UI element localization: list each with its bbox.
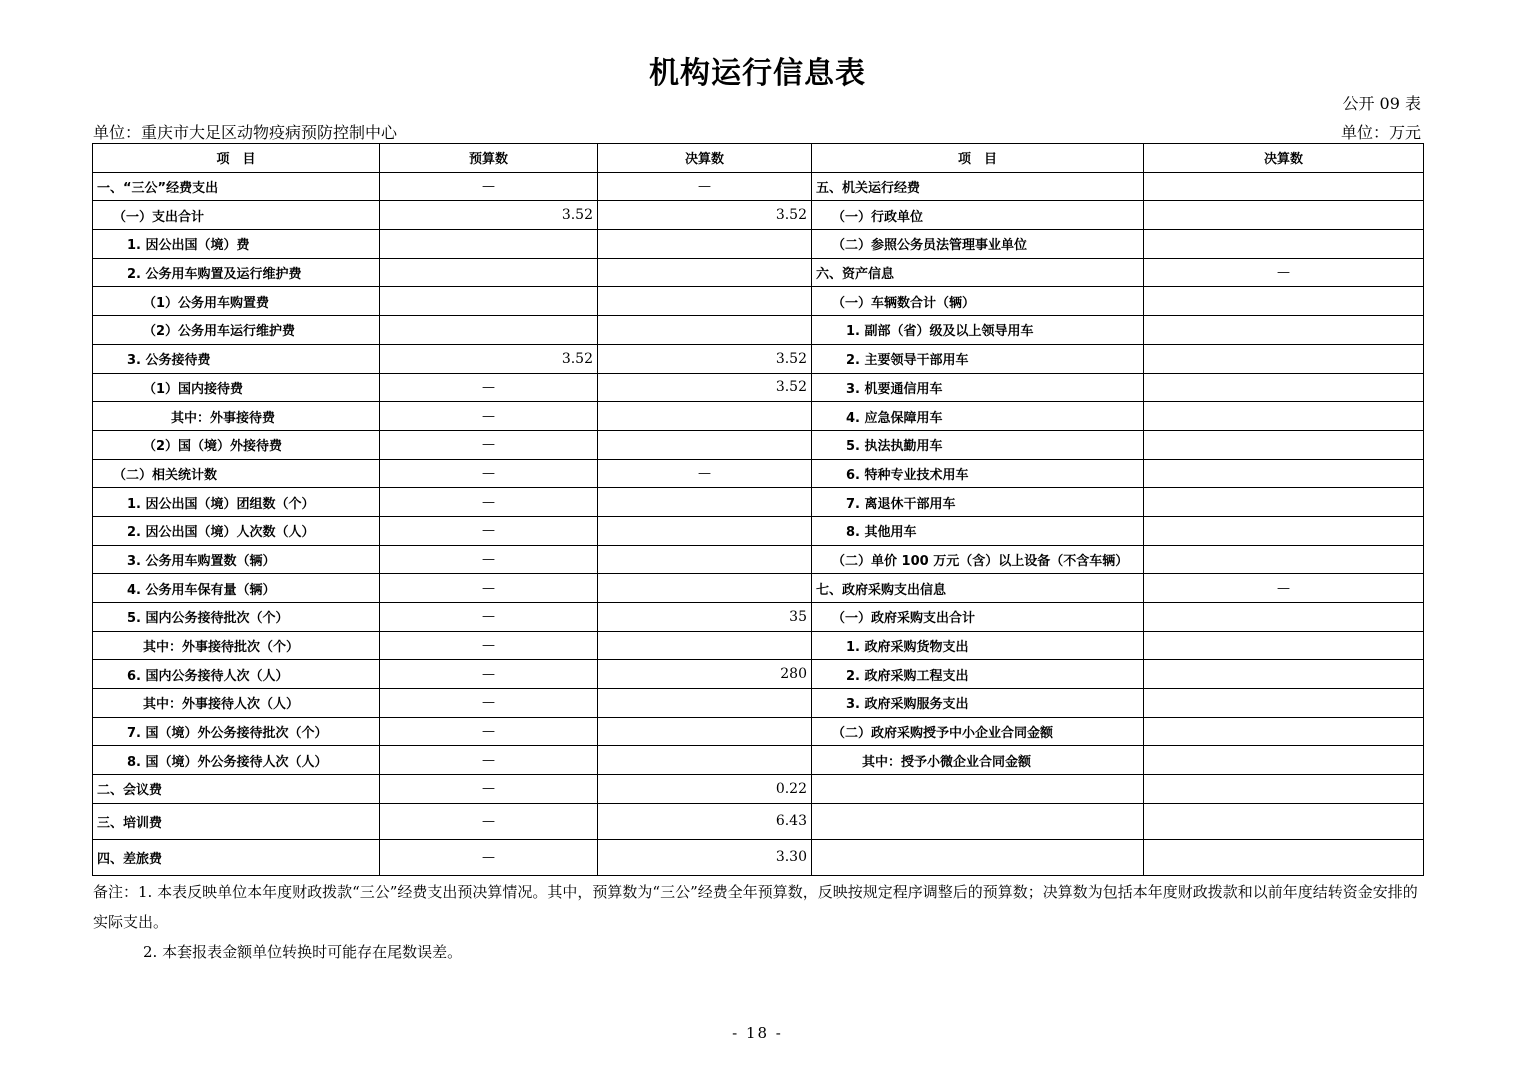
right-item-label: （二）政府采购授予中小企业合同金额 bbox=[812, 717, 1144, 746]
page-number: - 18 - bbox=[732, 1024, 783, 1042]
right-item-label bbox=[812, 775, 1144, 804]
right-item-label: 五、机关运行经费 bbox=[812, 172, 1144, 201]
right-item-label: 3. 机要通信用车 bbox=[812, 373, 1144, 402]
right-item-label: （一）政府采购支出合计 bbox=[812, 603, 1144, 632]
budget-value: 3.52 bbox=[380, 201, 598, 230]
right-value bbox=[1144, 287, 1424, 316]
right-value bbox=[1144, 746, 1424, 775]
budget-value: — bbox=[380, 775, 598, 804]
actual-value bbox=[598, 574, 812, 603]
right-value bbox=[1144, 488, 1424, 517]
table-row bbox=[93, 430, 1424, 459]
right-item-label: 1. 副部（省）级及以上领导用车 bbox=[812, 316, 1144, 345]
actual-value: 0.22 bbox=[598, 775, 812, 804]
item-label: 其中：外事接待人次（人） bbox=[93, 689, 380, 718]
budget-value: — bbox=[380, 373, 598, 402]
table-row bbox=[93, 488, 1424, 517]
table-row bbox=[93, 803, 1424, 839]
actual-value: 280 bbox=[598, 660, 812, 689]
item-label: （2）公务用车运行维护费 bbox=[93, 316, 380, 345]
reporting-unit: 单位：重庆市大足区动物疫病预防控制中心 bbox=[93, 123, 398, 142]
item-label: （二）相关统计数 bbox=[93, 459, 380, 488]
header-actual: 决算数 bbox=[598, 144, 812, 173]
right-value bbox=[1144, 373, 1424, 402]
actual-value bbox=[598, 516, 812, 545]
right-value bbox=[1144, 631, 1424, 660]
item-label: 6. 国内公务接待人次（人） bbox=[93, 660, 380, 689]
budget-value: — bbox=[380, 545, 598, 574]
item-label: 二、会议费 bbox=[93, 775, 380, 804]
right-value bbox=[1144, 775, 1424, 804]
right-item-label: （二）参照公务员法管理事业单位 bbox=[812, 230, 1144, 259]
budget-value bbox=[380, 258, 598, 287]
right-item-label bbox=[812, 803, 1144, 839]
budget-value: 3.52 bbox=[380, 344, 598, 373]
right-value bbox=[1144, 516, 1424, 545]
item-label: 7. 国（境）外公务接待批次（个） bbox=[93, 717, 380, 746]
table-row bbox=[93, 574, 1424, 603]
budget-value: — bbox=[380, 717, 598, 746]
actual-value bbox=[598, 689, 812, 718]
budget-value bbox=[380, 316, 598, 345]
table-row bbox=[93, 545, 1424, 574]
budget-value: — bbox=[380, 459, 598, 488]
right-value bbox=[1144, 402, 1424, 431]
table-row bbox=[93, 373, 1424, 402]
note-1: 备注：1. 本表反映单位本年度财政拨款“三公”经费支出预决算情况。其中，预算数为“三公”经费全年预算数，反映按规定程序调整后的预算数；决算数为包括本年度财政拨款和以前年度结转资金安排的实际支出。 bbox=[93, 883, 1418, 931]
actual-value bbox=[598, 746, 812, 775]
actual-value: 35 bbox=[598, 603, 812, 632]
table-row bbox=[93, 402, 1424, 431]
actual-value: 3.30 bbox=[598, 839, 812, 875]
table-row bbox=[93, 287, 1424, 316]
table-row bbox=[93, 344, 1424, 373]
right-item-label: 七、政府采购支出信息 bbox=[812, 574, 1144, 603]
right-value bbox=[1144, 316, 1424, 345]
item-label: 其中：外事接待费 bbox=[93, 402, 380, 431]
right-value bbox=[1144, 344, 1424, 373]
actual-value bbox=[598, 488, 812, 517]
table-row bbox=[93, 746, 1424, 775]
item-label: 一、“三公”经费支出 bbox=[93, 172, 380, 201]
actual-value bbox=[598, 287, 812, 316]
right-item-label: 8. 其他用车 bbox=[812, 516, 1144, 545]
right-item-label: 4. 应急保障用车 bbox=[812, 402, 1144, 431]
item-label: （2）国（境）外接待费 bbox=[93, 430, 380, 459]
actual-value bbox=[598, 545, 812, 574]
table-row bbox=[93, 689, 1424, 718]
actual-value: 3.52 bbox=[598, 373, 812, 402]
page-title: 机构运行信息表 bbox=[649, 56, 866, 91]
right-value: — bbox=[1144, 574, 1424, 603]
item-label: 5. 国内公务接待批次（个） bbox=[93, 603, 380, 632]
item-label: 8. 国（境）外公务接待人次（人） bbox=[93, 746, 380, 775]
actual-value: 3.52 bbox=[598, 344, 812, 373]
right-value: — bbox=[1144, 258, 1424, 287]
right-value bbox=[1144, 172, 1424, 201]
table-row bbox=[93, 839, 1424, 875]
item-label: 1. 因公出国（境）费 bbox=[93, 230, 380, 259]
table-row bbox=[93, 316, 1424, 345]
budget-value: — bbox=[380, 839, 598, 875]
budget-value: — bbox=[380, 803, 598, 839]
actual-value bbox=[598, 631, 812, 660]
table-row bbox=[93, 717, 1424, 746]
budget-value: — bbox=[380, 746, 598, 775]
actual-value bbox=[598, 258, 812, 287]
right-item-label: 其中：授予小微企业合同金额 bbox=[812, 746, 1144, 775]
actual-value: — bbox=[598, 459, 812, 488]
table-row bbox=[93, 603, 1424, 632]
right-value bbox=[1144, 839, 1424, 875]
actual-value bbox=[598, 230, 812, 259]
table-row bbox=[93, 631, 1424, 660]
right-item-label: （一）行政单位 bbox=[812, 201, 1144, 230]
info-table bbox=[92, 143, 1424, 876]
header-row bbox=[93, 144, 1424, 173]
item-label: 3. 公务用车购置数（辆） bbox=[93, 545, 380, 574]
budget-value: — bbox=[380, 488, 598, 517]
table-row bbox=[93, 516, 1424, 545]
right-value bbox=[1144, 803, 1424, 839]
table-row bbox=[93, 258, 1424, 287]
currency-unit: 单位：万元 bbox=[1340, 123, 1421, 142]
right-value bbox=[1144, 717, 1424, 746]
item-label: 其中：外事接待批次（个） bbox=[93, 631, 380, 660]
budget-value: — bbox=[380, 603, 598, 632]
table-row bbox=[93, 172, 1424, 201]
right-value bbox=[1144, 201, 1424, 230]
table-row bbox=[93, 230, 1424, 259]
item-label: （一）支出合计 bbox=[93, 201, 380, 230]
right-value bbox=[1144, 230, 1424, 259]
table-row bbox=[93, 201, 1424, 230]
budget-value: — bbox=[380, 689, 598, 718]
actual-value: — bbox=[598, 172, 812, 201]
budget-value: — bbox=[380, 516, 598, 545]
right-item-label: 6. 特种专业技术用车 bbox=[812, 459, 1144, 488]
right-item-label: 2. 主要领导干部用车 bbox=[812, 344, 1144, 373]
note-2: 2. 本套报表金额单位转换时可能存在尾数误差。 bbox=[143, 943, 463, 961]
right-value bbox=[1144, 603, 1424, 632]
budget-value: — bbox=[380, 574, 598, 603]
item-label: （1）公务用车购置费 bbox=[93, 287, 380, 316]
header-actual-right: 决算数 bbox=[1144, 144, 1424, 173]
budget-value bbox=[380, 230, 598, 259]
right-value bbox=[1144, 689, 1424, 718]
actual-value bbox=[598, 717, 812, 746]
form-code: 公开 09 表 bbox=[1342, 94, 1421, 113]
right-value bbox=[1144, 660, 1424, 689]
right-item-label: 2. 政府采购工程支出 bbox=[812, 660, 1144, 689]
table-row bbox=[93, 459, 1424, 488]
item-label: 四、差旅费 bbox=[93, 839, 380, 875]
right-item-label: 5. 执法执勤用车 bbox=[812, 430, 1144, 459]
item-label: （1）国内接待费 bbox=[93, 373, 380, 402]
actual-value: 3.52 bbox=[598, 201, 812, 230]
item-label: 3. 公务接待费 bbox=[93, 344, 380, 373]
budget-value: — bbox=[380, 631, 598, 660]
right-item-label: （一）车辆数合计（辆） bbox=[812, 287, 1144, 316]
budget-value: — bbox=[380, 172, 598, 201]
right-item-label: 1. 政府采购货物支出 bbox=[812, 631, 1144, 660]
table-row bbox=[93, 775, 1424, 804]
item-label: 2. 公务用车购置及运行维护费 bbox=[93, 258, 380, 287]
right-value bbox=[1144, 545, 1424, 574]
budget-value: — bbox=[380, 430, 598, 459]
right-item-label: （二）单价 100 万元（含）以上设备（不含车辆） bbox=[812, 545, 1144, 574]
item-label: 4. 公务用车保有量（辆） bbox=[93, 574, 380, 603]
table-row bbox=[93, 660, 1424, 689]
header-budget: 预算数 bbox=[380, 144, 598, 173]
actual-value bbox=[598, 402, 812, 431]
right-item-label: 六、资产信息 bbox=[812, 258, 1144, 287]
actual-value bbox=[598, 316, 812, 345]
budget-value bbox=[380, 287, 598, 316]
right-value bbox=[1144, 430, 1424, 459]
item-label: 1. 因公出国（境）团组数（个） bbox=[93, 488, 380, 517]
header-item-left: 项 目 bbox=[93, 144, 380, 173]
budget-value: — bbox=[380, 660, 598, 689]
right-item-label bbox=[812, 839, 1144, 875]
item-label: 2. 因公出国（境）人次数（人） bbox=[93, 516, 380, 545]
header-item-right: 项 目 bbox=[812, 144, 1144, 173]
actual-value: 6.43 bbox=[598, 803, 812, 839]
budget-value: — bbox=[380, 402, 598, 431]
right-item-label: 3. 政府采购服务支出 bbox=[812, 689, 1144, 718]
item-label: 三、培训费 bbox=[93, 803, 380, 839]
actual-value bbox=[598, 430, 812, 459]
right-value bbox=[1144, 459, 1424, 488]
right-item-label: 7. 离退休干部用车 bbox=[812, 488, 1144, 517]
notes bbox=[93, 877, 1424, 967]
